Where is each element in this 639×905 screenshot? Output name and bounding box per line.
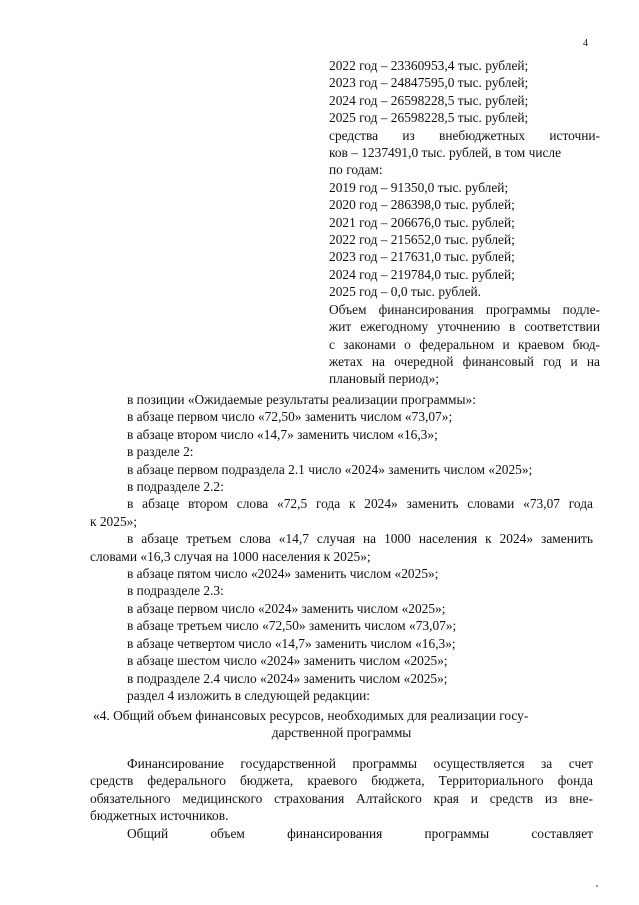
- text-line: жит ежегодному уточнению в соответствии: [329, 319, 600, 335]
- text-line: по годам:: [329, 162, 383, 178]
- year-line: 2022 год – 215652,0 тыс. рублей;: [329, 232, 515, 248]
- heading-line: «4. Общий объем финансовых ресурсов, необходимых для реализации госу-: [93, 708, 529, 723]
- amendment-line: в подразделе 2.2:: [127, 479, 224, 495]
- year-line: 2020 год – 286398,0 тыс. рублей;: [329, 197, 515, 213]
- financing-paragraph: [90, 755, 593, 842]
- amendment-line: в подразделе 2.3:: [127, 583, 224, 599]
- amendment-line: в позиции «Ожидаемые результаты реализации программы»:: [127, 392, 476, 407]
- scan-speck: [596, 885, 598, 887]
- year-line: 2024 год – 26598228,5 тыс. рублей;: [329, 92, 529, 108]
- year-line: 2019 год – 91350,0 тыс. рублей;: [329, 179, 509, 195]
- paragraph-line: средств федерального бюджета, краевого бюджета, Территориального фонда: [90, 773, 593, 789]
- amendment-line: в подразделе 2.4 число «2024» заменить числом «2025»;: [127, 670, 448, 686]
- amendment-line: в абзаце втором число «14,7» заменить числом «16,3»;: [127, 426, 438, 442]
- amendment-line: в абзаце пятом число «2024» заменить числом «2025»;: [127, 566, 439, 582]
- amendment-line: в абзаце первом число «2024» заменить числом «2025»;: [127, 600, 446, 616]
- amendment-line: в абзаце шестом число «2024» заменить числом «2025»;: [127, 653, 448, 669]
- amendment-line: в абзаце втором слова «72,5 года к 2024» заменить словами «73,07 года: [127, 496, 593, 512]
- text-line: плановый период»;: [329, 371, 439, 387]
- year-line: 2022 год – 23360953,4 тыс. рублей;: [329, 58, 529, 73]
- text-line: жетах на очередной финансовый год и на: [329, 353, 600, 369]
- text-line: Объем финансирования программы подле-: [329, 301, 600, 317]
- amendment-line: в абзаце третьем число «72,50» заменить числом «73,07»;: [127, 618, 457, 634]
- year-line: 2023 год – 217631,0 тыс. рублей;: [329, 249, 515, 265]
- amendment-line: в абзаце третьем слова «14,7 случая на 1000 населения к 2024» заменить: [127, 531, 593, 547]
- year-line: 2021 год – 206676,0 тыс. рублей;: [329, 214, 515, 230]
- paragraph-line: Общий объем финансирования программы составляет: [127, 825, 593, 841]
- amendment-line: в абзаце первом число «72,50» заменить числом «73,07»;: [127, 409, 453, 425]
- amendment-line: словами «16,3 случая на 1000 населения к 2025»;: [90, 548, 371, 564]
- text-line: ков – 1237491,0 тыс. рублей, в том числе: [329, 145, 562, 161]
- paragraph-line: обязательного медицинского страхования Алтайского края и средств из вне-: [90, 790, 593, 806]
- amendment-line: в абзаце первом подраздела 2.1 число «2024» заменить числом «2025»;: [127, 461, 533, 477]
- section-heading: [90, 707, 593, 742]
- amendment-line: раздел 4 изложить в следующей редакции:: [127, 687, 371, 703]
- amendment-line: в разделе 2:: [127, 444, 194, 460]
- page-number: 4: [583, 38, 588, 49]
- year-line: 2023 год – 24847595,0 тыс. рублей;: [329, 75, 529, 91]
- amendment-line: к 2025»;: [90, 513, 138, 529]
- year-line: 2025 год – 0,0 тыс. рублей.: [329, 284, 482, 300]
- paragraph-line: бюджетных источников.: [90, 808, 229, 824]
- amendments-list: [90, 391, 593, 704]
- amendment-line: в абзаце четвертом число «14,7» заменить числом «16,3»;: [127, 635, 456, 651]
- text-line: средства из внебюджетных источни-: [329, 127, 600, 143]
- heading-line: дарственной программы: [271, 725, 412, 741]
- year-line: 2024 год – 219784,0 тыс. рублей;: [329, 266, 515, 282]
- paragraph-line: Финансирование государственной программы осуществляется за счет: [127, 756, 593, 771]
- year-line: 2025 год – 26598228,5 тыс. рублей;: [329, 110, 529, 126]
- financing-details-column: [329, 57, 600, 388]
- text-line: с законами о федеральном и краевом бюд-: [329, 336, 600, 352]
